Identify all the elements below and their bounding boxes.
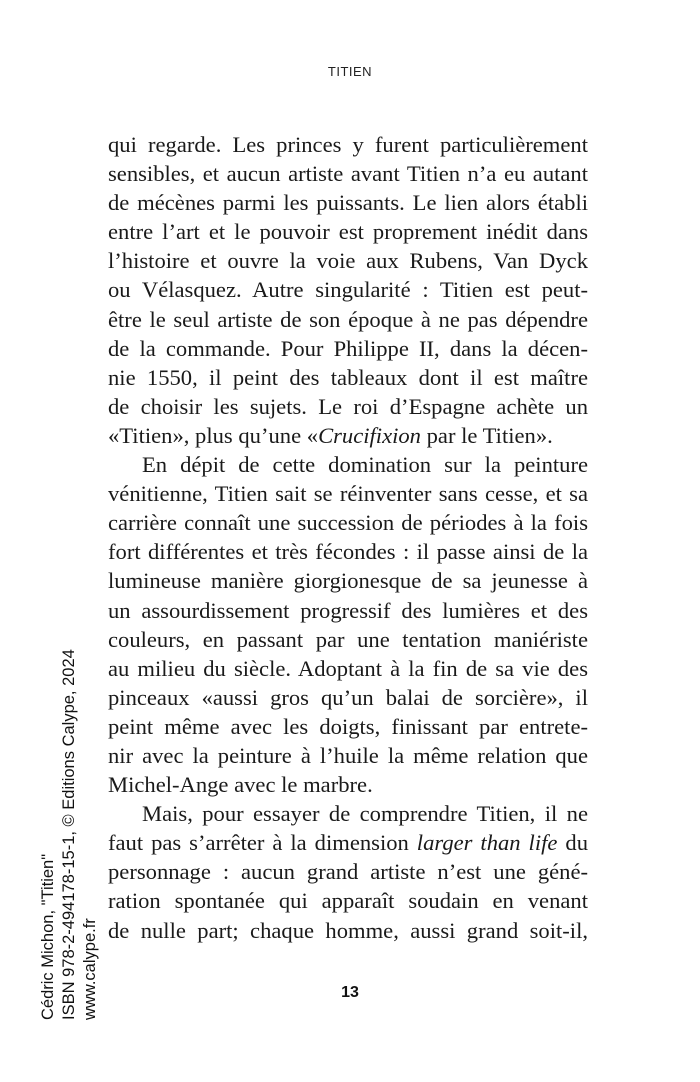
text-line: carrière connaît une succession de périodes à la fois [108, 510, 588, 536]
text-line: couleurs, en passant par une tentation maniériste [108, 626, 588, 652]
text-line: En dépit de cette domination sur la peinture [142, 452, 588, 478]
text-line: vénitienne, Titien sait se réinventer sans cesse, et sa [108, 481, 588, 507]
text-line: de choisir les sujets. Le roi d’Espagne achète un [108, 393, 588, 419]
text-line: l’histoire et ouvre la voie aux Rubens, Van Dyck [108, 248, 588, 274]
credit-isbn: ISBN 978-2-494178-15-1, © Editions Calype, 2024 [60, 649, 78, 1020]
italic-title: Crucifixion [318, 422, 421, 448]
text-line: de nulle part; chaque homme, aussi grand soit-il, [108, 917, 588, 943]
text-line: nir avec la peinture à l’huile la même relation que [108, 742, 588, 768]
text-line [108, 828, 588, 857]
vertical-credit [38, 600, 101, 1020]
text-line: peint même avec les doigts, finissant par entrete- [108, 713, 588, 739]
text-line: de mécènes parmi les puissants. Le lien alors établi [108, 190, 588, 216]
text-line: au milieu du siècle. Adoptant à la fin de sa vie des [108, 655, 588, 681]
italic-phrase: larger than life [416, 830, 558, 856]
text-line: sensibles, et aucun artiste avant Titien n’a eu autant [108, 161, 588, 187]
credit-author-title: Cédric Michon, "Titien" [39, 853, 57, 1020]
text-line: être le seul artiste de son époque à ne pas dépendre [108, 306, 588, 332]
credit-website: www.calype.fr [81, 918, 99, 1020]
body-text [108, 130, 588, 945]
text-line: personnage : aucun grand artiste n’est une géné- [108, 859, 588, 885]
text-line: Michel-Ange avec le marbre. [108, 772, 373, 798]
text-line: un assourdissement progressif des lumières et des [108, 597, 588, 623]
text-line: pinceaux «aussi gros qu’un balai de sorcière», il [108, 684, 588, 710]
text-run: par le Titien». [420, 422, 553, 448]
text-line: ration spontanée qui apparaît soudain en venant [108, 888, 588, 914]
text-line: lumineuse manière giorgionesque de sa jeunesse à [108, 568, 588, 594]
text-run: «Titien», plus qu’une « [108, 422, 319, 448]
text-run: du [557, 830, 588, 856]
text-line: de la commande. Pour Philippe II, dans la décen- [108, 335, 588, 361]
text-line: ou Vélasquez. Autre singularité : Titien est peut- [108, 277, 588, 303]
text-line: entre l’art et le pouvoir est proprement inédit dans [108, 219, 588, 245]
text-line: nie 1550, il peint des tableaux dont il est maître [108, 364, 588, 390]
text-run: faut pas s’arrêter à la dimension [108, 830, 417, 856]
text-line [108, 421, 588, 450]
running-head: TITIEN [327, 64, 373, 79]
page-number: 13 [341, 984, 359, 1001]
text-line: qui regarde. Les princes y furent particulièrement [108, 132, 588, 157]
text-line: fort différentes et très fécondes : il passe ainsi de la [108, 539, 588, 565]
text-line: Mais, pour essayer de comprendre Titien, il ne [142, 801, 588, 827]
